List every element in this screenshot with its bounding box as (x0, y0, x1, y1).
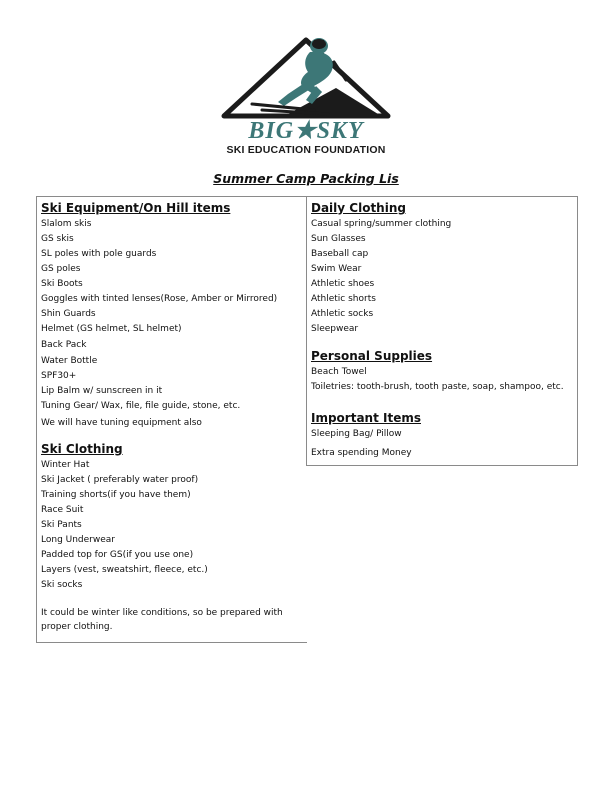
list-item: Ski Pants (41, 520, 82, 530)
list-item: Long Underwear (41, 535, 115, 545)
section-spacer (41, 593, 303, 606)
left-column (41, 200, 303, 634)
section-heading: Daily Clothing (311, 201, 406, 215)
list-item: Baseball cap (311, 249, 369, 259)
list-item: Layers (vest, sweatshirt, fleece, etc.) (41, 565, 208, 575)
list-item: Ski socks (41, 580, 83, 590)
list-item: Extra spending Money (311, 448, 412, 458)
list-item: Sleeping Bag/ Pillow (311, 429, 402, 439)
list-item: SL poles with pole guards (41, 249, 157, 259)
list-item: Casual spring/summer clothing (311, 219, 452, 229)
ski-equipment-section (41, 200, 303, 432)
right-column (311, 200, 573, 461)
list-item: GS poles (41, 264, 81, 274)
clothing-note: It could be winter like conditions, so be prepared with proper clothing. (41, 608, 283, 632)
list-item: Helmet (GS helmet, SL helmet) (41, 324, 182, 334)
section-spacer (41, 432, 303, 441)
section-heading: Ski Clothing (41, 442, 123, 456)
important-items-section (311, 410, 573, 461)
personal-supplies-section (311, 348, 573, 395)
list-item: Swim Wear (311, 264, 362, 274)
list-item: Lip Balm w/ sunscreen in it (41, 386, 163, 396)
list-item: Ski Boots (41, 279, 83, 289)
list-item: Winter Hat (41, 460, 90, 470)
logo-subtitle: SKI EDUCATION FOUNDATION (226, 144, 386, 156)
section-heading: Important Items (311, 411, 421, 425)
list-item: Tuning Gear/ Wax, file, file guide, stone, etc. (41, 401, 241, 411)
page-title: Summer Camp Packing Lis (213, 171, 399, 186)
list-item: Training shorts(if you have them) (41, 490, 191, 500)
list-item: Athletic shoes (311, 279, 375, 289)
list-item: Padded top for GS(if you use one) (41, 550, 194, 560)
list-item: Slalom skis (41, 219, 92, 229)
list-item: Water Bottle (41, 356, 98, 366)
list-item: We will have tuning equipment also (41, 418, 202, 428)
list-item: Beach Towel (311, 367, 367, 377)
list-item: Athletic shorts (311, 294, 376, 304)
list-item: Sun Glasses (311, 234, 366, 244)
logo-wordmark: BIG★SKY (248, 118, 364, 144)
section-spacer (311, 395, 573, 410)
section-spacer (311, 337, 573, 348)
list-item: Ski Jacket ( preferably water proof) (41, 475, 199, 485)
skier-mountain-icon (218, 36, 394, 120)
list-item: Back Pack (41, 340, 87, 350)
list-item: Goggles with tinted lenses(Rose, Amber or Mirrored) (41, 294, 278, 304)
list-item: Sleepwear (311, 324, 359, 334)
ski-clothing-section (41, 441, 303, 634)
list-item: Athletic socks (311, 309, 374, 319)
section-heading: Ski Equipment/On Hill items (41, 201, 231, 215)
list-item: Race Suit (41, 505, 84, 515)
list-item: GS skis (41, 234, 74, 244)
big-sky-logo (218, 36, 394, 160)
daily-clothing-section (311, 200, 573, 337)
list-item: Shin Guards (41, 309, 96, 319)
list-item: Toiletries: tooth-brush, tooth paste, soap, shampoo, etc. (311, 382, 564, 392)
list-item: SPF30+ (41, 371, 77, 381)
section-heading: Personal Supplies (311, 349, 433, 363)
